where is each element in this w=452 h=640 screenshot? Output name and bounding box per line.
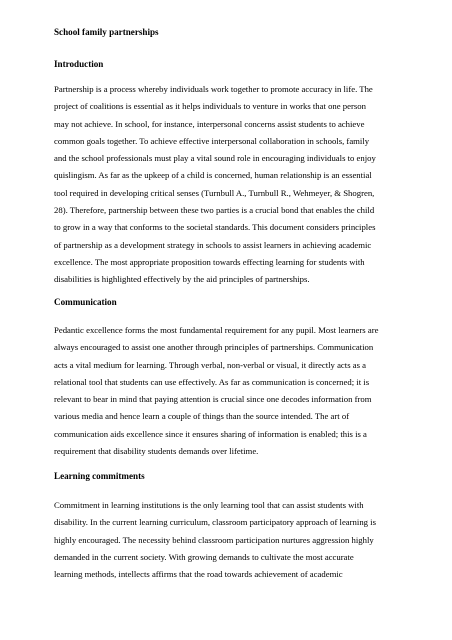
section-heading-introduction: Introduction — [54, 59, 104, 69]
paragraph-line: common goals together. To achieve effective interpersonal collaboration in schools, family — [54, 135, 370, 146]
paragraph-line: relational tool that students can use effectively. As far as communication is concerned; it is — [54, 376, 370, 387]
paragraph-line: Partnership is a process whereby individuals work together to promote accuracy in life. The — [54, 84, 373, 94]
paragraph-line: relevant to bear in mind that paying attention is crucial since one decodes information from — [54, 394, 372, 405]
section-heading-learning-commitments: Learning commitments — [54, 471, 145, 481]
paragraph-line: requirement that disability students demands over lifetime. — [54, 446, 259, 457]
paragraph-line: communication aids excellence since it ensures sharing of information is enabled; this is a — [54, 428, 367, 439]
paragraph-learning-commitments — [54, 497, 400, 583]
paragraph-line: of partnership as a development strategy in schools to assist learners in achieving academic — [54, 239, 372, 250]
paragraph-line: excellence. The most appropriate proposition towards effecting learning for students with — [54, 256, 365, 267]
paragraph-line: may not achieve. In school, for instance, interpersonal concerns assist students to achieve — [54, 118, 365, 129]
paragraph-line: project of coalitions is essential as it helps individuals to venture in works that one person — [54, 101, 366, 112]
paragraph-line: and the school professionals must play a vital sound role in encouraging individuals to enjoy — [54, 153, 376, 164]
paragraph-line: disabilities is highlighted effectively by the aid principles of partnerships. — [54, 274, 310, 285]
paragraph-line: to grow in a way that conforms to the societal standards. This document considers principles — [54, 222, 376, 233]
paragraph-line: tool required in developing critical senses (Turnbull A., Turnbull R., Wehmeyer, & Shogren, — [54, 187, 375, 198]
paragraph-line: quislingism. As far as the upkeep of a child is concerned, human relationship is an essential — [54, 170, 372, 181]
document-title: School family partnerships — [54, 27, 159, 37]
paragraph-line: Commitment in learning institutions is the only learning tool that can assist students with — [54, 500, 364, 510]
paragraph-line: various media and hence learn a couple of things than the source intended. The art of — [54, 411, 350, 422]
section-heading-communication: Communication — [54, 297, 117, 307]
paragraph-line: Pedantic excellence forms the most fundamental requirement for any pupil. Most learners are — [54, 325, 379, 335]
paragraph-line: acts a vital medium for learning. Through verbal, non-verbal or visual, it directly acts as a — [54, 359, 367, 370]
paragraph-introduction — [54, 81, 400, 289]
paragraph-line: disability. In the current learning curriculum, classroom participatory approach of learning is — [54, 517, 376, 528]
paragraph-communication — [54, 322, 400, 460]
paragraph-line: 28). Therefore, partnership between these two parties is a crucial bond that enables the child — [54, 205, 375, 216]
paragraph-line: learning methods, intellects affirms that the road towards achievement of academic — [54, 569, 343, 580]
paragraph-line: highly encouraged. The necessity behind classroom participation nurtures aggression highly — [54, 534, 374, 545]
paragraph-line: demanded in the current society. With growing demands to cultivate the most accurate — [54, 551, 354, 562]
paragraph-line: always encouraged to assist one another through principles of partnerships. Communication — [54, 342, 374, 353]
